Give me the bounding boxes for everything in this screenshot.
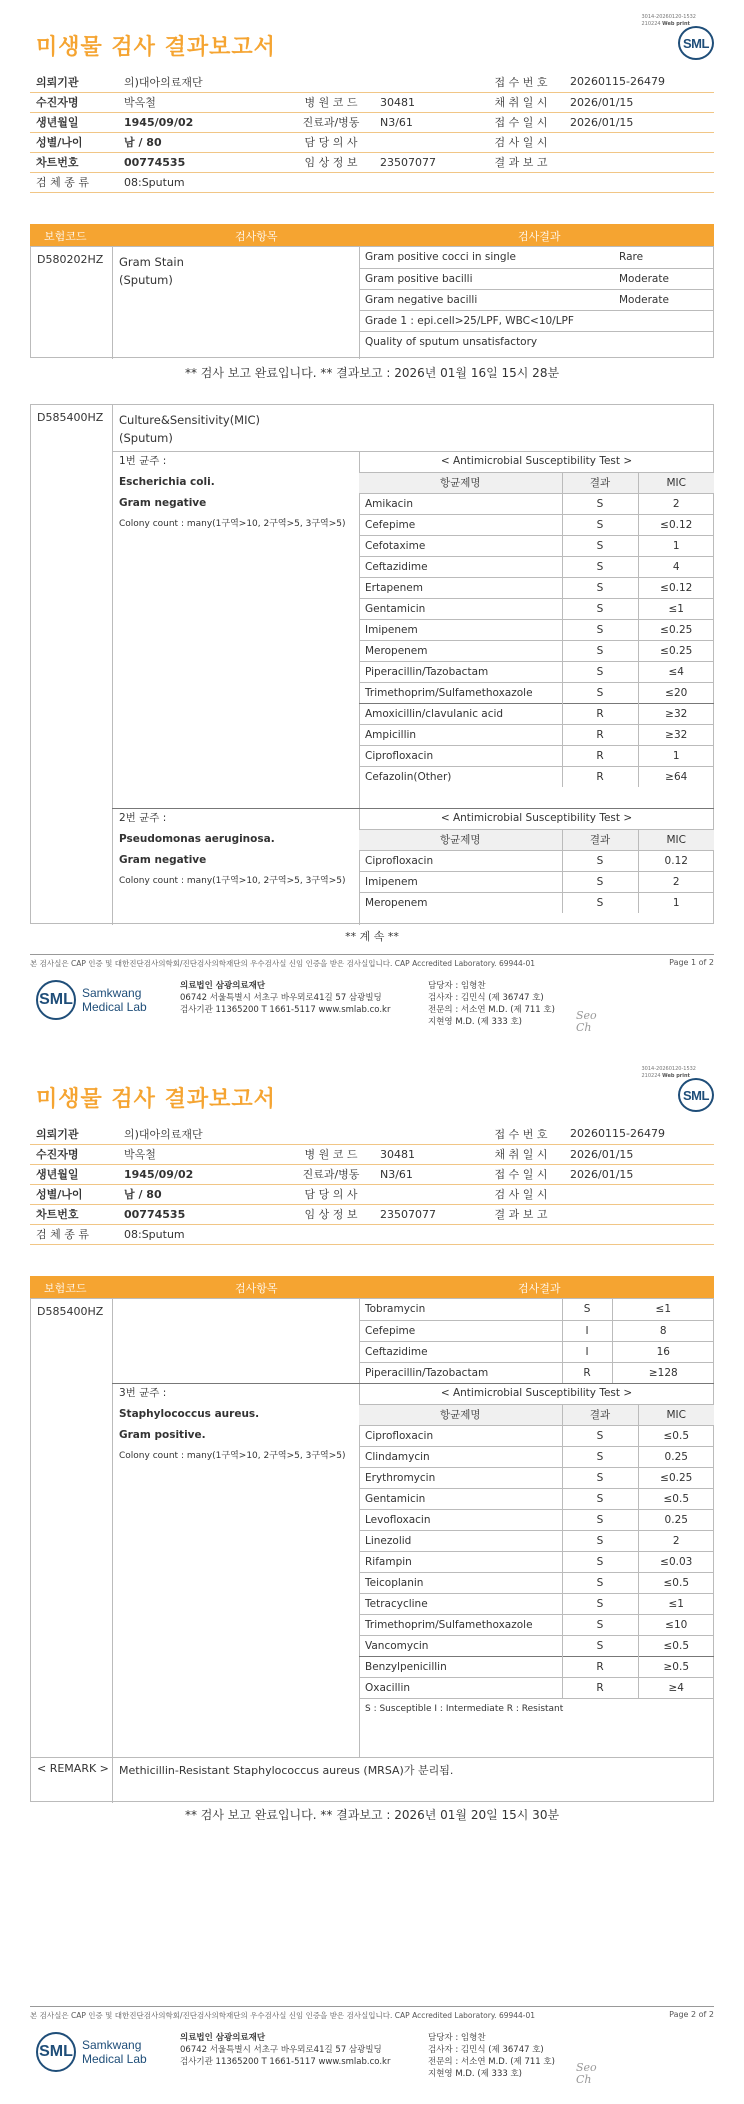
organism-3-info: 3번 균주 : Staphylococcus aureus. Gram positive. Colony count : many(1구역>10, 2구역>5, 3구역>5) — [119, 1387, 346, 1461]
antibiotic-row — [359, 493, 714, 514]
antibiotic-result: S — [562, 577, 638, 598]
antibiotic-mic: ≤0.25 — [638, 1467, 714, 1488]
antibiotic-drug: Ciprofloxacin — [359, 745, 562, 766]
antibiotic-result: I — [562, 1341, 612, 1362]
antibiotic-row — [359, 1467, 714, 1488]
antibiotic-row — [359, 619, 714, 640]
antibiotic-mic: 0.25 — [638, 1509, 714, 1530]
antibiotic-result: S — [562, 682, 638, 703]
antibiotic-drug: Erythromycin — [359, 1467, 562, 1488]
antibiotic-mic: ≤10 — [638, 1614, 714, 1635]
antibiotic-drug: Tobramycin — [365, 1303, 426, 1316]
antibiotic-drug: Ciprofloxacin — [359, 850, 562, 871]
antibiotic-result: R — [562, 1656, 638, 1677]
antibiotic-mic: ≤0.5 — [638, 1425, 714, 1446]
antibiotic-row — [359, 1614, 714, 1635]
signature-icon: Seo Ch — [576, 1009, 597, 1034]
antibiotic-mic: ≥64 — [638, 766, 714, 787]
remark-label: < REMARK > — [37, 1762, 109, 1775]
culture-code: D585400HZ — [37, 1305, 104, 1318]
antibiotic-result: S — [562, 1509, 638, 1530]
antibiotic-result: R — [562, 745, 638, 766]
antibiotic-result: S — [562, 619, 638, 640]
antibiotic-mic: ≤0.12 — [638, 577, 714, 598]
antibiotic-mic: 2 — [638, 871, 714, 892]
patient-info-table: 의뢰기관 의)대아의료재단 접 수 번 호 20260115-26479 수진자명 박옥철 병 원 코 드 30481 채 취 일 시 2026/01/15 생년월일 1945/09/02 진료과/병동 N3/61 접 수 일 시 2026/01/15 성별/나이 남 / 80 담 당 의 사 검 사 일 시 차트번호 00774535 임 상 정 보 23507077 결 과 보 고 검 체 종 류 08:Sputum — [30, 1124, 714, 1245]
antibiotic-mic: ≤4 — [638, 661, 714, 682]
antibiotic-row — [359, 1677, 714, 1698]
footer-staff: 담당자 : 임형찬 검사자 : 김민식 (제 36747 호) 전문의 : 서소연 M.D. (제 711 호) 지현영 M.D. (제 333 호) — [428, 2033, 555, 2079]
antibiotic-row — [359, 1572, 714, 1593]
sml-logo-icon: SML — [678, 1078, 714, 1112]
antibiotic-row — [359, 535, 714, 556]
culture-section-continued — [30, 1298, 714, 1802]
antibiotic-result: R — [562, 703, 638, 724]
footer-staff: 담당자 : 임형찬 검사자 : 김민식 (제 36747 호) 전문의 : 서소연 M.D. (제 711 호) 지현영 M.D. (제 333 호) — [428, 981, 555, 1027]
antibiotic-mic: 0.12 — [638, 850, 714, 871]
sml-logo-icon: SML — [36, 2032, 76, 2072]
footer-disclaimer: 본 검사실은 CAP 인증 및 대한진단검사의학회/진단검사의학재단의 우수검사실 신임 인증을 받은 검사실입니다. CAP Accredited Laboratory. 69944-01 Page 1 of 2 — [30, 954, 714, 969]
organism-2-ast-table-continued — [359, 1299, 714, 1383]
antibiotic-row — [359, 892, 714, 913]
antibiotic-mic: 4 — [638, 556, 714, 577]
antibiotic-result: S — [562, 493, 638, 514]
culture-section — [30, 404, 714, 924]
footer-lab-info: 의료법인 삼광의료재단 06742 서울특별시 서초구 바우뫼로41길 57 삼광빌딩 검사기관 11365200 T 1661-5117 www.smlab.co.kr — [180, 2033, 391, 2067]
antibiotic-drug: Gentamicin — [359, 1488, 562, 1509]
antibiotic-mic: 0.25 — [638, 1446, 714, 1467]
antibiotic-drug: Benzylpenicillin — [359, 1656, 562, 1677]
antibiotic-drug: Imipenem — [359, 871, 562, 892]
gram-code: D580202HZ — [37, 253, 104, 266]
organism-3-ast-table: < Antimicrobial Susceptibility Test > 항균제명 결과 MIC Ciprofloxacin S ≤0.5 Clindamycin S 0.25 Erythromycin S ≤0.25 Gentamicin S ≤0.5 Levofloxacin S 0.25 Linezolid S 2 Rifampin S ≤0.03 Teicoplanin S ≤0.5 Tetracycline S ≤1 Trimethoprim/Sulfamethoxazole S ≤10 Vancomycin S ≤0.5 Benzylpenicillin R ≥0.5 Oxacillin R ≥4 S : Susceptible I : Intermediate R : Resistant — [359, 1383, 714, 1719]
antibiotic-mic: ≤0.25 — [638, 619, 714, 640]
antibiotic-row — [359, 766, 714, 787]
antibiotic-result: S — [562, 1635, 638, 1656]
antibiotic-mic: ≤20 — [638, 682, 714, 703]
antibiotic-drug: Amoxicillin/clavulanic acid — [359, 703, 562, 724]
antibiotic-row — [359, 556, 714, 577]
antibiotic-drug: Ertapenem — [359, 577, 562, 598]
antibiotic-row — [359, 1530, 714, 1551]
antibiotic-row — [359, 1425, 714, 1446]
antibiotic-mic: ≤0.5 — [638, 1635, 714, 1656]
antibiotic-result: S — [562, 640, 638, 661]
antibiotic-result: R — [562, 1677, 638, 1698]
continued-note: ** 계 속 ** — [345, 930, 399, 943]
section-header-band: 보험코드 검사항목 검사결과 — [30, 1276, 714, 1298]
antibiotic-row — [359, 577, 714, 598]
antibiotic-result: S — [562, 556, 638, 577]
footer-logo: SML Samkwang Medical Lab — [36, 980, 126, 1024]
print-stamp: 3014-20260120-1532 210224 Web print — [641, 1066, 696, 1079]
antibiotic-drug: Cefepime — [359, 514, 562, 535]
antibiotic-mic: ≤0.12 — [638, 514, 714, 535]
sml-logo-icon: SML — [678, 26, 714, 60]
antibiotic-row — [359, 1635, 714, 1656]
antibiotic-drug: Rifampin — [359, 1551, 562, 1572]
report-complete-note-2: ** 검사 보고 완료입니다. ** 결과보고 : 2026년 01월 20일 15시 30분 — [184, 1808, 560, 1822]
antibiotic-mic: 1 — [638, 745, 714, 766]
antibiotic-mic: ≤1 — [638, 1593, 714, 1614]
ast-rows — [359, 850, 714, 913]
antibiotic-row — [359, 1593, 714, 1614]
antibiotic-row — [359, 745, 714, 766]
antibiotic-mic: ≥32 — [638, 703, 714, 724]
antibiotic-drug: Oxacillin — [359, 1677, 562, 1698]
antibiotic-row — [359, 1551, 714, 1572]
patient-info-table: 의뢰기관 의)대아의료재단 접 수 번 호 20260115-26479 수진자명 박옥철 병 원 코 드 30481 채 취 일 시 2026/01/15 생년월일 1945/09/02 진료과/병동 N3/61 접 수 일 시 2026/01/15 성별/나이 남 / 80 담 당 의 사 검 사 일 시 차트번호 00774535 임 상 정 보 23507077 결 과 보 고 검 체 종 류 08:Sputum — [30, 72, 714, 193]
sml-logo-icon: SML — [36, 980, 76, 1020]
antibiotic-mic: 16 — [612, 1341, 714, 1362]
antibiotic-row — [359, 1341, 714, 1362]
antibiotic-result: R — [562, 724, 638, 745]
gram-result-table: Gram positive cocci in single Rare Gram positive bacilli Moderate Gram negative bacilli Moderate Grade 1 : epi.cell>25/LPF, WBC<10/LPF Quality of sputum unsatisfactory — [359, 247, 714, 352]
antibiotic-result: S — [562, 598, 638, 619]
footer-disclaimer: 본 검사실은 CAP 인증 및 대한진단검사의학회/진단검사의학재단의 우수검사실 신임 인증을 받은 검사실입니다. CAP Accredited Laboratory. 69944-01 Page 2 of 2 — [30, 2006, 714, 2021]
antibiotic-result: S — [562, 1299, 612, 1320]
antibiotic-mic: 1 — [638, 535, 714, 556]
antibiotic-mic: 8 — [612, 1320, 714, 1341]
antibiotic-row — [359, 724, 714, 745]
antibiotic-drug: Ciprofloxacin — [359, 1425, 562, 1446]
ast-rows — [359, 1656, 714, 1698]
antibiotic-row — [359, 850, 714, 871]
antibiotic-row — [359, 640, 714, 661]
ast-rows — [359, 703, 714, 787]
antibiotic-row — [359, 1299, 714, 1320]
antibiotic-result: R — [562, 766, 638, 787]
antibiotic-row — [359, 514, 714, 535]
antibiotic-drug: Linezolid — [359, 1530, 562, 1551]
antibiotic-row — [359, 703, 714, 724]
antibiotic-result: S — [562, 871, 638, 892]
antibiotic-row — [359, 1362, 714, 1383]
antibiotic-drug: Cefepime — [359, 1320, 562, 1341]
antibiotic-row — [359, 598, 714, 619]
antibiotic-mic: ≤0.25 — [638, 640, 714, 661]
antibiotic-mic: ≥0.5 — [638, 1656, 714, 1677]
antibiotic-mic: ≤0.5 — [638, 1488, 714, 1509]
antibiotic-mic: ≤0.5 — [638, 1572, 714, 1593]
antibiotic-result: S — [562, 1530, 638, 1551]
antibiotic-drug: Clindamycin — [359, 1446, 562, 1467]
antibiotic-mic: ≥4 — [638, 1677, 714, 1698]
report-complete-note-1: ** 검사 보고 완료입니다. ** 결과보고 : 2026년 01월 16일 15시 28분 — [184, 366, 560, 380]
antibiotic-drug: Meropenem — [359, 640, 562, 661]
antibiotic-drug: Imipenem — [359, 619, 562, 640]
antibiotic-result: S — [562, 535, 638, 556]
antibiotic-result: S — [562, 1446, 638, 1467]
ast-rows — [359, 493, 714, 703]
gram-test-name: Gram Stain (Sputum) — [119, 255, 184, 287]
antibiotic-drug: Ceftazidime — [359, 1341, 562, 1362]
antibiotic-result: S — [562, 1593, 638, 1614]
organism-1-info: 1번 균주 : Escherichia coli. Gram negative Colony count : many(1구역>10, 2구역>5, 3구역>5) — [119, 455, 346, 529]
antibiotic-row — [359, 871, 714, 892]
antibiotic-drug: Ampicillin — [359, 724, 562, 745]
antibiotic-drug: Trimethoprim/Sulfamethoxazole — [359, 682, 562, 703]
antibiotic-result: S — [562, 1425, 638, 1446]
organism-1-ast-table: < Antimicrobial Susceptibility Test > 항균제명 결과 MIC Amikacin S 2 Cefepime S ≤0.12 Cefotaxime S 1 Ceftazidime S 4 Ertapenem S ≤0.12 Gentamicin S ≤1 Imipenem S ≤0.25 Meropenem S ≤0.25 Piperacillin/Tazobactam S ≤4 Trimethoprim/Sulfamethoxazole S ≤20 Amoxicillin/clavulanic acid R ≥32 Ampicillin R ≥32 Ciprofloxacin R 1 Cefazolin(Other) R ≥64 — [359, 451, 714, 787]
report-page-2 — [0, 1052, 744, 2104]
antibiotic-result: S — [562, 1572, 638, 1593]
signature-icon: Seo Ch — [576, 2061, 597, 2086]
antibiotic-result: S — [562, 661, 638, 682]
antibiotic-row — [359, 682, 714, 703]
page-title: 미생물 검사 결과보고서 — [36, 35, 276, 60]
ast-rows — [359, 1425, 714, 1656]
antibiotic-result: R — [562, 1362, 612, 1383]
print-stamp: 3014-20260120-1532 210224 Web print — [641, 14, 696, 27]
antibiotic-result: S — [562, 514, 638, 535]
antibiotic-drug: Tetracycline — [359, 1593, 562, 1614]
antibiotic-drug: Ceftazidime — [359, 556, 562, 577]
antibiotic-drug: Levofloxacin — [359, 1509, 562, 1530]
antibiotic-result: S — [562, 892, 638, 913]
culture-test-name: Culture&Sensitivity(MIC) (Sputum) — [119, 413, 261, 445]
antibiotic-drug: Cefazolin(Other) — [359, 766, 562, 787]
antibiotic-result: S — [562, 1614, 638, 1635]
antibiotic-drug: Piperacillin/Tazobactam — [359, 661, 562, 682]
antibiotic-result: S — [562, 850, 638, 871]
antibiotic-result: S — [562, 1551, 638, 1572]
antibiotic-row — [359, 1656, 714, 1677]
antibiotic-drug: Vancomycin — [359, 1635, 562, 1656]
gram-stain-section — [30, 246, 714, 358]
antibiotic-mic: ≤1 — [612, 1299, 714, 1320]
antibiotic-row — [359, 1509, 714, 1530]
antibiotic-result: S — [562, 1488, 638, 1509]
antibiotic-mic: ≤1 — [638, 598, 714, 619]
antibiotic-mic: ≥32 — [638, 724, 714, 745]
antibiotic-row — [359, 1488, 714, 1509]
antibiotic-drug: Teicoplanin — [359, 1572, 562, 1593]
remark-text: Methicillin-Resistant Staphylococcus aureus (MRSA)가 분리됨. — [119, 1764, 454, 1777]
antibiotic-drug: Gentamicin — [359, 598, 562, 619]
antibiotic-drug: Trimethoprim/Sulfamethoxazole — [359, 1614, 562, 1635]
antibiotic-drug: Meropenem — [359, 892, 562, 913]
organism-2-ast-table: < Antimicrobial Susceptibility Test > 항균제명 결과 MIC Ciprofloxacin S 0.12 Imipenem S 2 Meropenem S 1 — [359, 808, 714, 913]
footer-lab-info: 의료법인 삼광의료재단 06742 서울특별시 서초구 바우뫼로41길 57 삼광빌딩 검사기관 11365200 T 1661-5117 www.smlab.co.kr — [180, 981, 391, 1015]
organism-2-info: 2번 균주 : Pseudomonas aeruginosa. Gram negative Colony count : many(1구역>10, 2구역>5, 3구역>5) — [119, 812, 346, 886]
section-header-band: 보험코드 검사항목 검사결과 — [30, 224, 714, 246]
antibiotic-row — [359, 1446, 714, 1467]
antibiotic-row — [359, 1320, 714, 1341]
antibiotic-row — [359, 661, 714, 682]
antibiotic-result: S — [562, 1467, 638, 1488]
antibiotic-mic: 1 — [638, 892, 714, 913]
footer-logo: SML Samkwang Medical Lab — [36, 2032, 126, 2076]
antibiotic-mic: ≥128 — [612, 1362, 714, 1383]
antibiotic-mic: ≤0.03 — [638, 1551, 714, 1572]
antibiotic-drug: Cefotaxime — [359, 535, 562, 556]
antibiotic-mic: 2 — [638, 1530, 714, 1551]
antibiotic-result: I — [562, 1320, 612, 1341]
antibiotic-mic: 2 — [638, 493, 714, 514]
antibiotic-drug: Piperacillin/Tazobactam — [359, 1362, 562, 1383]
culture-code: D585400HZ — [37, 411, 104, 424]
antibiotic-drug: Amikacin — [359, 493, 562, 514]
page-title: 미생물 검사 결과보고서 — [36, 1087, 276, 1112]
ast-rows — [359, 1299, 714, 1383]
